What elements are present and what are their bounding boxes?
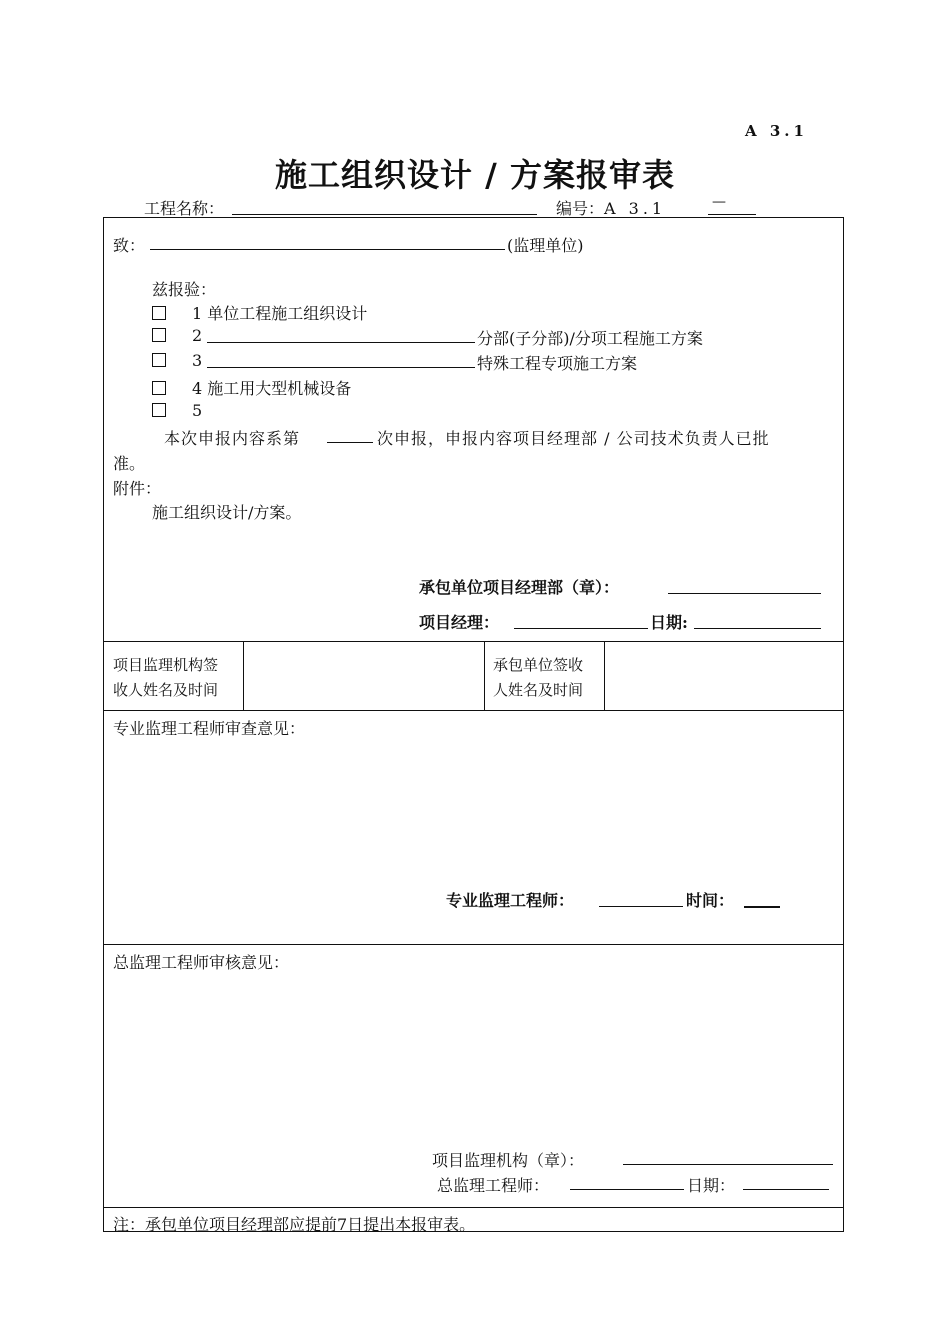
engineer-label: 专业监理工程师：	[446, 891, 575, 910]
item-blank-field[interactable]	[207, 342, 475, 343]
review-opinion-field[interactable]	[113, 742, 833, 872]
supervision-org-seal-field[interactable]	[623, 1164, 833, 1165]
item-blank-field[interactable]	[207, 367, 475, 368]
chief-engineer-field[interactable]	[570, 1189, 684, 1190]
supervision-org-label: 项目监理机构（章）：	[432, 1151, 585, 1170]
divider	[103, 944, 844, 945]
submission-text-pre: 本次申报内容系第	[164, 429, 301, 448]
intro-text: 兹报验：	[152, 280, 217, 299]
supervisor-unit-label: (监理单位)	[507, 236, 584, 255]
item-text: 分部(子分部)/分项工程施工方案	[477, 329, 703, 348]
submission-text-cont: 准。	[113, 454, 146, 473]
chief-opinion-label: 总监理工程师审核意见：	[113, 953, 290, 972]
item-row: 2	[152, 326, 202, 345]
serial-label: 编号：A 3.1	[556, 199, 667, 218]
contractor-dept-seal-field[interactable]	[668, 593, 821, 594]
serial-suffix: —	[712, 194, 726, 210]
divider	[103, 641, 844, 642]
divider	[604, 641, 605, 710]
contractor-receipt-label: 承包单位签收	[493, 656, 584, 674]
item-checkbox[interactable]	[152, 328, 166, 342]
item-row: 4 施工用大型机械设备	[152, 376, 351, 399]
attachment-text: 施工组织设计/方案。	[152, 503, 302, 522]
divider	[103, 710, 844, 711]
item-row: 5	[152, 401, 202, 420]
item-checkbox[interactable]	[152, 306, 166, 320]
serial-value: A 3.1	[604, 199, 667, 218]
submission-count-field[interactable]	[327, 442, 373, 443]
submission-text-post: 次申报，申报内容项目经理部 / 公司技术负责人已批	[377, 429, 770, 448]
project-name-field[interactable]	[232, 214, 537, 215]
chief-opinion-field[interactable]	[113, 976, 833, 1136]
item-row: 3	[152, 351, 202, 370]
item-text: 特殊工程专项施工方案	[477, 354, 638, 373]
chief-date-field[interactable]	[743, 1189, 829, 1190]
pm-field[interactable]	[514, 628, 648, 629]
contractor-receipt-label: 人姓名及时间	[493, 681, 584, 699]
supervisor-unit-field[interactable]	[150, 249, 505, 250]
engineer-time-field[interactable]	[744, 906, 780, 908]
serial-number-field[interactable]	[708, 214, 756, 215]
item-checkbox[interactable]	[152, 381, 166, 395]
supervisor-receipt-label: 项目监理机构签	[113, 656, 219, 674]
review-opinion-label: 专业监理工程师审查意见：	[113, 719, 306, 738]
item-checkbox[interactable]	[152, 403, 166, 417]
item-row: 1 单位工程施工组织设计	[152, 301, 367, 324]
engineer-field[interactable]	[599, 906, 683, 907]
pm-label: 项目经理：	[419, 613, 500, 632]
divider	[103, 1207, 844, 1208]
chief-engineer-label: 总监理工程师：	[437, 1176, 550, 1195]
chief-date-label: 日期：	[687, 1176, 736, 1195]
engineer-time-label: 时间：	[686, 891, 735, 910]
footer-note: 注：承包单位项目经理部应提前7日提出本报审表。	[113, 1215, 476, 1234]
to-label: 致：	[113, 236, 146, 255]
project-name-label: 工程名称：	[144, 199, 225, 218]
supervisor-receipt-label: 收人姓名及时间	[113, 681, 219, 699]
contractor-receipt-field[interactable]	[606, 643, 843, 709]
attachment-label: 附件：	[113, 479, 162, 498]
divider	[484, 641, 485, 710]
form-code: A 3.1	[745, 122, 808, 140]
item-checkbox[interactable]	[152, 353, 166, 367]
supervisor-receipt-field[interactable]	[245, 643, 483, 709]
divider	[243, 641, 244, 710]
contractor-dept-label: 承包单位项目经理部（章）：	[419, 578, 620, 597]
pm-date-field[interactable]	[694, 628, 821, 629]
pm-date-label: 日期:	[650, 613, 688, 632]
page-title: 施工组织设计 / 方案报审表	[275, 156, 675, 194]
